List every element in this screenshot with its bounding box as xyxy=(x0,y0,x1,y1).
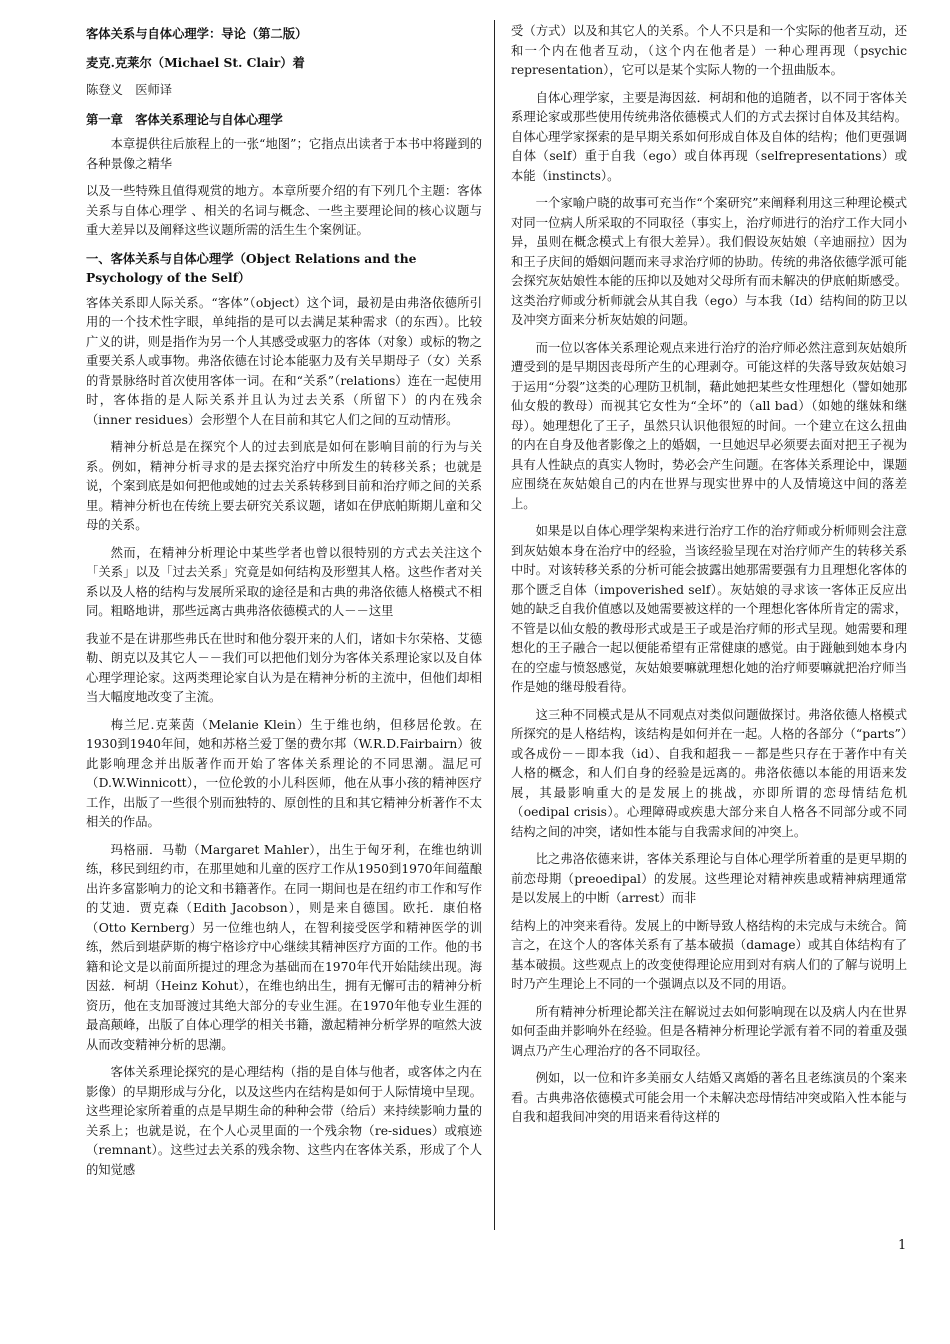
paragraph: 客体关系理论探究的是心理结构（指的是自体与他者，或客体之内在影像）的早期形成与分化，以及这些内在结构是如何于人际情境中呈现。这些理论家所着重的点是早期生命的种种会带（给后）来持续影响力量的关系上；也就是说，在个人心灵里面的一个残余物（re-sidues）或痕迹（remnant）。这些过去关系的残余物、这些内在客体关系，形成了个人的知觉感 xyxy=(86,1065,482,1177)
paragraph: 所有精神分析理论都关注在解说过去如何影响现在以及病人内在世界如何歪曲并影响外在经验。但是各精神分析理论学派有着不同的着重及强调点乃产生心理治疗的各不同取径。 xyxy=(511,1004,907,1058)
paragraph: 比之弗洛依德来讲，客体关系理论与自体心理学所着重的是更早期的前恋母期（preoedipal）的发展。这些理论对精神疾患或精神病理通常是以发展上的中断（arrest）而非 xyxy=(511,852,907,905)
paragraph: 一个家喻户晓的故事可充当作“个案研究”来阐释利用这三种理论模式对同一位病人所采取的不同取径（事实上，治疗师进行的治疗工作大同小异，虽则在概念模式上有很大差异）。我们假设灰姑娘（辛迪丽拉）因为和王子庆间的婚姻问题而来寻求治疗师的协助。传统的弗洛依德学派可能会探究灰姑娘性本能的压抑以及她对父母所有而未解决的伊底帕斯感受。这类治疗师或分析师就会从其自我（ego）与本我（Id）结构间的防卫以及冲突方面来分析灰姑娘的问题。 xyxy=(511,196,907,327)
column-divider xyxy=(494,20,495,1230)
translator-line: 陈登义 医师译 xyxy=(86,83,173,97)
document-title: 客体关系与自体心理学：导论（第二版） xyxy=(86,26,308,41)
paragraph: 结构上的冲突来看待。发展上的中断导致人格结构的未完成与未统合。简言之，在这个人的客体关系有了基本破损（damage）或其自体结构有了基本破损。这些观点上的改变使得理论应用到对有病人们的了解与说明上时乃产生理论上不同的一个强调点以及不同的用语。 xyxy=(511,918,907,991)
paragraph: 客体关系即人际关系。“客体”（object）这个词，最初是由弗洛依德所引用的一个技术性字眼，单纯指的是可以去满足某种需求（的东西）。比较广义的讲，则是指作为另一个人其感受或驱力的客体（对象）或标的物之重要关系人或事物。弗洛依德在讨论本能驱力及有关早期母子（女）关系的背景脉络时首次使用客体一词。在和“关系”（relations）连在一起使用时，客体指的是人际关系并且认为过去关系（所留下）的内在残余（inner residues）会形塑个人在目前和其它人们之间的互动情形。 xyxy=(86,295,482,427)
paragraph: 然而，在精神分析理论中某些学者也曾以很特别的方式去关注这个「关系」以及「过去关系」究竟是如何结构及形塑其人格。这些作者对关系以及人格的结构与发展所采取的途径是和古典的弗洛依德人格模式不相同。粗略地讲，那些远离古典弗洛依德模式的人－－这里 xyxy=(86,545,482,618)
right-column xyxy=(511,22,907,1136)
paragraph: 玛格丽．马勒（Margaret Mahler），出生于匈牙利，在维也纳训练，移民到纽约市，在那里她和儿童的医疗工作从1950到1970年间蕴酿出许多富影响力的论文和书籍著作。在同一期间也是在纽约市工作和写作的艾迪．贾克森（Edith Jacobson），则是来自德国。欧托．康伯格（Otto Kernberg）另一位维也纳人，在智利接受医学和精神医学的训练，然后到堪萨斯的梅宁格诊疗中心继续其精神医疗方面的工作。他的书籍和论文是以前面所提过的理念为基础而在1970年代开始陆续出现。海因兹．柯胡（Heinz Kohut），在维也纳出生，拥有无懈可击的精神分析资历，他在支加哥渡过其绝大部分的专业生涯。在1970年他专业生涯的最高颠峰，出版了自体心理学的相关书籍，激起精神分析学界的喧然大波从而改变精神分析的思潮。 xyxy=(86,842,482,1052)
paragraph: 例如，以一位和许多美丽女人结婚又离婚的著名且老练演员的个案来看。古典弗洛依德模式可能会用一个未解决恋母情结冲突或陷入性本能与自我和超我间冲突的用语来看待这样的 xyxy=(511,1071,907,1124)
paragraph: 这三种不同模式是从不同观点对类似问题做探讨。弗洛依德人格模式所探究的是人格结构，该结构是如何并在一起。人格的各部分（“parts”）或各成份－－即本我（id）、自我和超我－－都是些只存在于著作中有关人格的概念，和人们自身的经验是远离的。弗洛依德以本能的用语来发展，其最影响重大的是发展上的挑战，亦即所谓的恋母情结危机（oedipal crisis）。心理障碍或疾患大部分来自人格各不同部分或不同结构之间的冲突，诸如性本能与自我需求间的冲突上。 xyxy=(511,707,907,839)
paragraph: 精神分析总是在探究个人的过去到底是如何在影响目前的行为与关系。例如，精神分析寻求的是去探究治疗中所发生的转移关系；也就是说，个案到底是如何把他或她的过去关系转移到目前和治疗师之间的关系里。精神分析也在传统上要去研究关系议题，诸如在伊底帕斯期儿童和父母的关系。 xyxy=(86,440,482,532)
page-number: 1 xyxy=(898,1238,907,1253)
paragraph: 自体心理学家，主要是海因兹．柯胡和他的追随者，以不同于客体关系理论家或那些使用传统弗洛依德模式人们的方式去探讨自体及其结构。自体心理学家探索的是早期关系如何形成自体及自体的结构；他们更强调自体（self）重于自我（ego）或自体再现（selfrepresentations）或本能（instincts）。 xyxy=(511,90,907,183)
paragraph: 如果是以自体心理学架构来进行治疗工作的治疗师或分析师则会注意到灰姑娘本身在治疗中的经验，当该经验呈现在对治疗师产生的转移关系中时。对该转移关系的分析可能会披露出她那需要强有力且理想化客体的那个匮乏自体（impoverished self）。灰姑娘的寻求该一客体正反应出她的缺乏自我价值感以及她需要被这样的一个理想化客体所肯定的需求，不管是以仙女般的教母形式或是王子或是治疗师的形式呈现。她需要和理想化的王子融合一起以便能希望有正常健康的感觉。由于踫触到她本身内在的空虚与愤怒感觉，灰姑娘要嘛就理想化她的治疗师要嘛就把治疗师当作是她的继母般看待。 xyxy=(511,524,907,694)
paragraph: 以及一些特殊且值得观赏的地方。本章所要介绍的有下列几个主题：客体关系与自体心理学 、相关的名词与概念、一些主要理论间的核心议题与重大差异以及阐释这些议题所需的活生生个案例证。 xyxy=(86,184,482,237)
paragraph: 梅兰尼.克莱茵（Melanie Klein）生于维也纳，但移居伦敦。在1930到1940年间，她和苏格兰爱丁堡的费尔邦（W.R.D.Fairbairn）彼此影响理念并出版著作而开始了客体关系理论的不同思潮。温尼可（D.W.Winnicott），一位伦敦的小儿科医师，他在从事小孩的精神医疗工作，出版了一些很个别而独特的、原创性的且和其它精神分析著作不太相关的作品。 xyxy=(86,717,482,829)
chapter-title: 第一章 客体关系理论与自体心理学 xyxy=(86,111,283,127)
left-column xyxy=(86,22,482,1188)
section-heading: 一、客体关系与自体心理学（Object Relations and the Psychology of the Self） xyxy=(86,250,417,285)
paragraph: 本章提供往后旅程上的一张“地图”；它指点出读者于本书中将踫到的各种景像之精华 xyxy=(86,137,482,171)
paragraph: 而一位以客体关系理论观点来进行治疗的治疗师必然注意到灰姑娘所遭受到的是早期因丧母所产生的心理剥夺。可能这样的失落导致灰姑娘习于运用“分裂”这类的心理防卫机制，藉此她把某些女性理想化（譬如她那仙女般的教母）而视其它女性为“全坏”的（all bad）（如她的继妹和继母）。她理想化了王子，虽然只认识他很短的时间。一个建立在这么扭曲的内在自身及他者影像之上的婚姻，一旦她迟早必须要去面对把王子视为具有人性缺点的真实人物时，势必会产生问题。在客体关系理论中，课题应围绕在灰姑娘自己的内在世界与现实世界中的人及情境这中间的落差上。 xyxy=(511,340,907,511)
paragraph: 我並不是在讲那些弗氏在世时和他分裂开来的人们，诸如卡尔荣格、艾德勒、朗克以及其它人－－我们可以把他们划分为客体关系理论家以及自体心理学理论家。这两类理论家自认为是在精神分析的主流中，但他们却相当大幅度地改变了主流。 xyxy=(86,631,482,704)
paragraph: 受（方式）以及和其它人的关系。个人不只是和一个实际的他者互动，还和一个内在他者互动，（这个内在他者是）一种心理再现（psychic representation），它可以是某个实际人物的一个扭曲版本。 xyxy=(511,24,907,77)
author-line: 麦克.克莱尔（Michael St. Clair）着 xyxy=(86,54,305,70)
